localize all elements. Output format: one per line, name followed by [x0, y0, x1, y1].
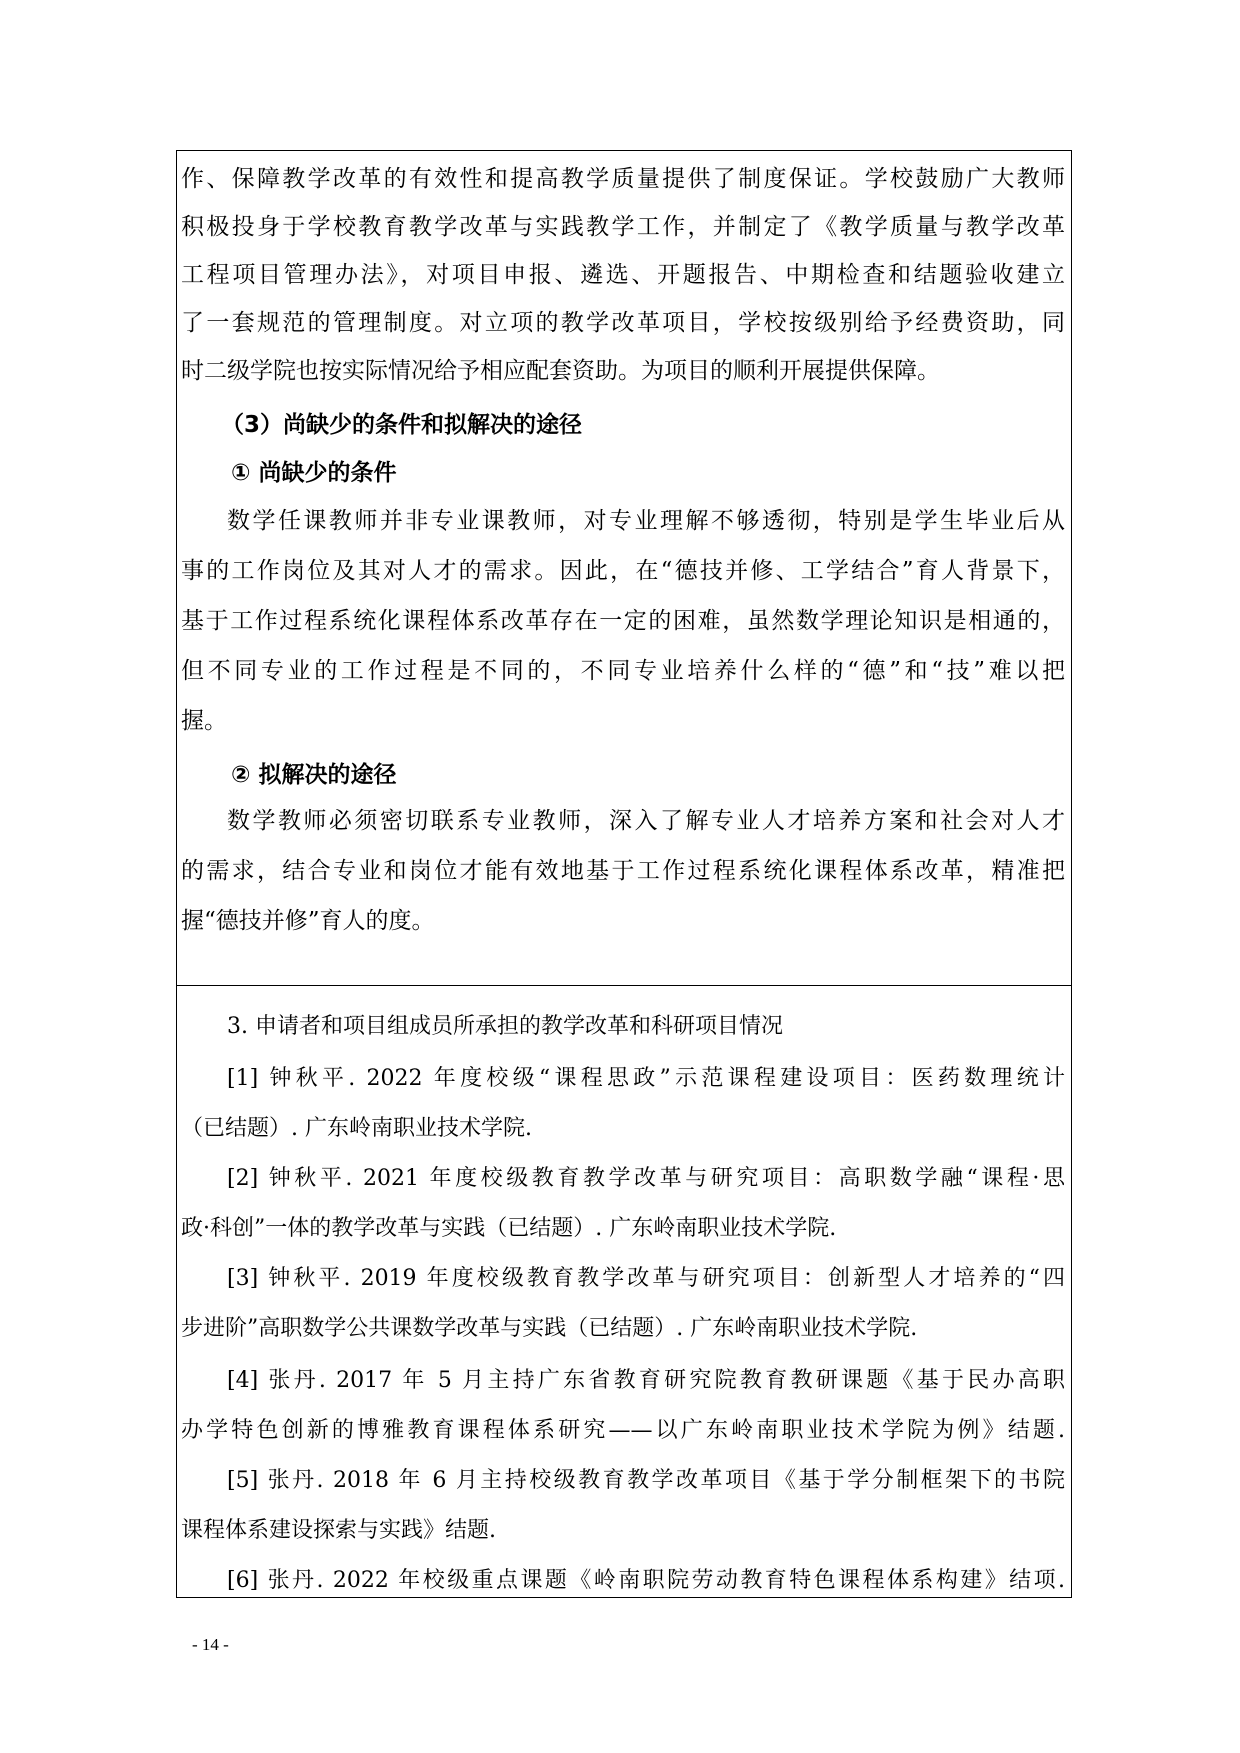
- page-number: - 14 -: [192, 1635, 229, 1654]
- reference-line: [4] 张丹. 2017 年 5 月主持广东省教育研究院教育教研课题《基于民办高职: [227, 1368, 1065, 1393]
- section-title: 3. 申请者和项目组成员所承担的教学改革和科研项目情况: [227, 1014, 783, 1039]
- reference-line: 课程体系建设探索与实践》结题.: [181, 1518, 496, 1543]
- reference-line: [3] 钟秋平. 2019 年度校级教育教学改革与研究项目：创新型人才培养的“四: [227, 1266, 1065, 1291]
- paragraph-line: 基于工作过程系统化课程体系改革存在一定的困难，虽然数学理论知识是相通的，: [181, 608, 1065, 634]
- paragraph-line: 了一套规范的管理制度。对立项的教学改革项目，学校按级别给予经费资助，同: [181, 310, 1065, 336]
- paragraph-line: 事的工作岗位及其对人才的需求。因此，在“德技并修、工学结合”育人背景下，: [181, 558, 1065, 584]
- paragraph-line: 但不同专业的工作过程是不同的，不同专业培养什么样的“德”和“技”难以把: [181, 658, 1065, 684]
- section-heading: （3）尚缺少的条件和拟解决的途径: [221, 412, 583, 438]
- reference-line: （已结题）. 广东岭南职业技术学院.: [181, 1116, 532, 1141]
- reference-line: [6] 张丹. 2022 年校级重点课题《岭南职院劳动教育特色课程体系构建》结项.: [227, 1568, 1065, 1593]
- subsection-heading: ① 尚缺少的条件: [231, 460, 397, 486]
- reference-line: 政·科创”一体的教学改革与实践（已结题）. 广东岭南职业技术学院.: [181, 1216, 837, 1241]
- reference-line: [2] 钟秋平. 2021 年度校级教育教学改革与研究项目：高职数学融“课程·思: [227, 1166, 1065, 1191]
- table-row-divider: [177, 985, 1071, 986]
- paragraph-line: 的需求，结合专业和岗位才能有效地基于工作过程系统化课程体系改革，精准把: [181, 858, 1065, 884]
- paragraph-line: 时二级学院也按实际情况给予相应配套资助。为项目的顺利开展提供保障。: [181, 358, 940, 384]
- reference-line: [1] 钟秋平. 2022 年度校级“课程思政”示范课程建设项目：医药数理统计: [227, 1066, 1065, 1091]
- paragraph-line: 积极投身于学校教育教学改革与实践教学工作，并制定了《教学质量与教学改革: [181, 214, 1065, 240]
- paragraph-line: 数学教师必须密切联系专业教师，深入了解专业人才培养方案和社会对人才: [227, 808, 1065, 834]
- paragraph-line: 数学任课教师并非专业课教师，对专业理解不够透彻，特别是学生毕业后从: [227, 508, 1065, 534]
- table-frame: [176, 150, 1072, 1598]
- reference-line: [5] 张丹. 2018 年 6 月主持校级教育教学改革项目《基于学分制框架下的书院: [227, 1468, 1065, 1493]
- paragraph-line: 握“德技并修”育人的度。: [181, 908, 435, 934]
- reference-line: 办学特色创新的博雅教育课程体系研究——以广东岭南职业技术学院为例》结题.: [181, 1418, 1065, 1443]
- subsection-heading: ② 拟解决的途径: [231, 762, 397, 788]
- paragraph-line: 工程项目管理办法》，对项目申报、遴选、开题报告、中期检查和结题验收建立: [181, 262, 1065, 288]
- reference-line: 步进阶”高职数学公共课数学改革与实践（已结题）. 广东岭南职业技术学院.: [181, 1316, 918, 1341]
- paragraph-line: 作、保障教学改革的有效性和提高教学质量提供了制度保证。学校鼓励广大教师: [181, 166, 1065, 192]
- paragraph-line: 握。: [181, 708, 227, 734]
